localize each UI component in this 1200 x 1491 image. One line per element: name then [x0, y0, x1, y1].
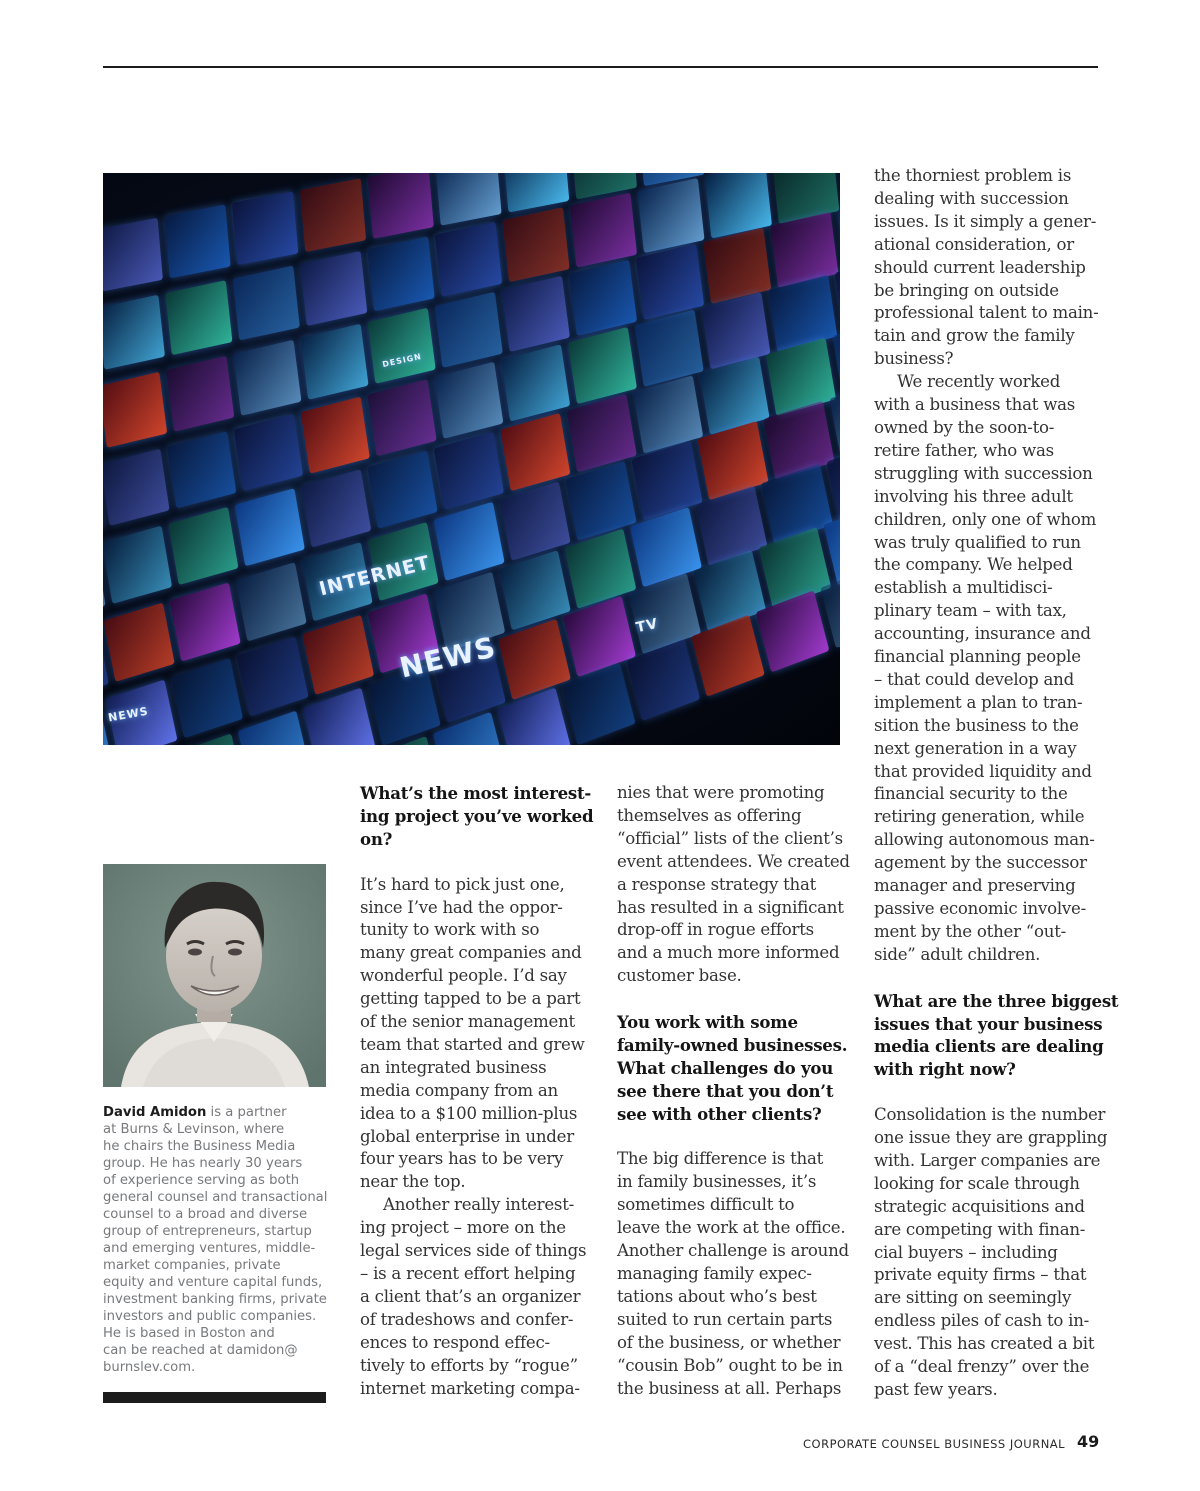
text-line: a client that’s an organizer: [360, 1286, 581, 1306]
hero-word-tv: TV: [634, 615, 660, 637]
text-line: and a much more informed: [617, 943, 840, 963]
text-line: sometimes difficult to: [617, 1195, 795, 1215]
media-tile: [303, 688, 376, 745]
bio-line: equity and venture capital funds,: [103, 1275, 323, 1290]
media-tile: [503, 173, 569, 213]
media-tile: [171, 658, 243, 738]
answer-paragraph: [617, 1148, 847, 1400]
bio-line: at Burns & Levinson, where: [103, 1122, 285, 1137]
text-line: of tradeshows and confer-: [360, 1309, 574, 1329]
answer-paragraph: [617, 782, 850, 988]
article-column-2: [617, 782, 850, 1400]
text-line: cial buyers – including: [874, 1242, 1058, 1262]
media-tile: [368, 173, 434, 239]
text-line: has resulted in a significant: [617, 897, 844, 917]
media-tile: [170, 582, 241, 661]
text-line: ing project – more on the: [360, 1218, 566, 1238]
media-tile: [300, 251, 367, 326]
media-tile: [165, 280, 232, 355]
top-rule: [103, 66, 1098, 68]
question-heading: [874, 990, 1119, 1082]
text-line: involving his three adult: [874, 486, 1073, 506]
media-tile: [300, 178, 366, 252]
media-tile: [434, 432, 504, 510]
media-tile: [568, 327, 637, 404]
bio-line: counsel to a broad and diverse: [103, 1207, 308, 1222]
bio-line: of experience serving as both: [103, 1173, 300, 1188]
text-line: next generation in a way: [874, 738, 1077, 758]
bio-email-line[interactable]: burnslev.com.: [103, 1360, 196, 1375]
text-line: tain and grow the family: [874, 326, 1075, 346]
text-line: The big difference is that: [617, 1149, 824, 1169]
text-line: getting tapped to be a part: [360, 989, 581, 1009]
text-line: of the senior management: [360, 1012, 575, 1032]
media-tile: [164, 204, 230, 278]
text-line: dealing with succession: [874, 188, 1069, 208]
text-line: Consolidation is the number: [874, 1105, 1106, 1125]
media-tile: [570, 193, 637, 268]
text-line: should current leadership: [874, 257, 1086, 277]
text-line: passive economic involve-: [874, 899, 1086, 918]
text-line: children, only one of whom: [874, 509, 1097, 529]
text-line: We recently worked: [897, 372, 1061, 392]
question-line: ing project you’ve worked: [360, 805, 594, 826]
media-tile: [637, 178, 704, 253]
text-line: themselves as offering: [617, 805, 802, 825]
bio-line: group. He has nearly 30 years: [103, 1156, 303, 1171]
text-line: retiring generation, while: [874, 807, 1085, 827]
text-line: – is a recent effort helping: [360, 1264, 576, 1284]
question-line: see with other clients?: [617, 1103, 822, 1124]
media-tile: [501, 344, 570, 421]
text-line: that provided liquidity and: [874, 761, 1092, 781]
media-tile: [367, 379, 436, 456]
text-line: legal services side of things: [360, 1241, 587, 1261]
hero-word-news: NEWS: [396, 630, 500, 685]
bio-line: investment banking firms, private: [103, 1292, 327, 1307]
text-line: the thorniest problem is: [874, 166, 1072, 185]
bio-line: He is based in Boston and: [103, 1326, 275, 1341]
text-line: Another challenge is around: [617, 1241, 849, 1261]
text-line: since I’ve had the oppor-: [360, 897, 563, 917]
text-line: nies that were promoting: [617, 783, 825, 802]
text-line: managing family expec-: [617, 1264, 812, 1283]
text-line: of a “deal frenzy” over the: [874, 1357, 1090, 1377]
text-line: team that started and grew: [360, 1034, 585, 1054]
text-line: looking for scale through: [874, 1173, 1080, 1193]
author-name: David Amidon: [103, 1105, 207, 1120]
media-tile: [435, 173, 501, 226]
media-tile: [233, 340, 301, 416]
media-tile: [232, 191, 298, 265]
media-tile: [502, 276, 570, 352]
text-line: “cousin Bob” ought to be in: [617, 1355, 843, 1375]
text-line: side” adult children.: [874, 944, 1041, 964]
media-tile: [301, 396, 370, 473]
text-line: idea to a $100 million-plus: [360, 1103, 578, 1123]
media-tile: [367, 450, 437, 528]
media-tile: [103, 295, 165, 370]
bio-email-line[interactable]: can be reached at damidon@: [103, 1343, 298, 1358]
question-line: What are the three biggest: [874, 990, 1119, 1011]
paragraph-gap: [360, 851, 590, 874]
text-line: of the business, or whether: [617, 1332, 841, 1352]
media-tile: [167, 431, 236, 508]
media-tile: [302, 615, 374, 695]
text-line: ences to respond effec-: [360, 1332, 550, 1352]
media-tile: [300, 324, 368, 400]
text-line: professional talent to main-: [874, 303, 1099, 323]
media-tile: [435, 292, 503, 368]
text-line: near the top.: [360, 1172, 466, 1192]
article-column-1: [360, 782, 594, 1400]
text-line: agement by the successor: [874, 853, 1087, 873]
article-column-3: [874, 165, 1119, 1402]
author-bio: [103, 1104, 331, 1376]
text-line: the company. We helped: [874, 555, 1073, 575]
text-line: are competing with finan-: [874, 1219, 1086, 1239]
text-line: strategic acquisitions and: [874, 1196, 1085, 1216]
question-line: media clients are dealing: [874, 1036, 1104, 1057]
text-line: implement a plan to tran-: [874, 692, 1083, 712]
text-line: customer base.: [617, 966, 742, 986]
media-tile: [433, 502, 504, 581]
text-line: manager and preserving: [874, 876, 1076, 896]
text-line: “official” lists of the client’s: [617, 828, 843, 848]
text-line: allowing autonomous man-: [874, 830, 1095, 850]
media-tile: [500, 413, 570, 491]
text-line: media company from an: [360, 1080, 558, 1100]
text-line: financial planning people: [874, 647, 1081, 667]
media-tile: [103, 372, 167, 448]
question-line: on?: [360, 828, 393, 849]
media-tile: [103, 218, 163, 292]
media-tile: [502, 207, 569, 282]
answer-paragraph: [360, 874, 590, 1195]
question-line: What challenges do you: [617, 1057, 834, 1078]
bio-bottom-bar: [103, 1392, 326, 1403]
text-line: are sitting on seemingly: [874, 1288, 1072, 1308]
text-line: owned by the soon-to-: [874, 417, 1055, 437]
media-tile: [168, 507, 238, 585]
bio-line: group of entrepreneurs, startup: [103, 1224, 312, 1239]
text-line: leave the work at the office.: [617, 1218, 846, 1238]
answer-paragraph: [874, 371, 1104, 967]
bio-line: and emerging ventures, middle-: [103, 1241, 316, 1256]
media-tile: [166, 356, 234, 432]
page-number: 49: [1077, 1432, 1100, 1451]
question-heading: [360, 782, 594, 851]
text-line: endless piles of cash to in-: [874, 1311, 1090, 1331]
text-line: drop-off in rogue efforts: [617, 920, 814, 940]
text-line: establish a multidisci-: [874, 578, 1053, 598]
bio-line: general counsel and transactional: [103, 1190, 328, 1205]
text-line: many great companies and: [360, 943, 582, 963]
bio-line: is a partner: [206, 1105, 287, 1120]
text-line: global enterprise in under: [360, 1126, 574, 1146]
question-line: issues that your business: [874, 1013, 1103, 1034]
text-line: the business at all. Perhaps: [617, 1378, 842, 1398]
text-line: retire father, who was: [874, 440, 1054, 460]
question-line: You work with some: [617, 1012, 798, 1033]
media-tile: [103, 449, 170, 526]
media-tile: [237, 636, 309, 716]
media-tile: [104, 603, 175, 682]
question-line: What’s the most interest-: [360, 783, 592, 803]
hero-media-wall-image: [103, 173, 840, 745]
text-line: tations about who’s best: [617, 1286, 817, 1306]
text-line: event attendees. We created: [617, 851, 850, 871]
media-tile: [236, 562, 307, 641]
question-line: family-owned businesses.: [617, 1034, 848, 1055]
text-line: a response strategy that: [617, 874, 817, 894]
text-line: one issue they are grappling: [874, 1128, 1108, 1148]
text-line: four years has to be very: [360, 1149, 564, 1169]
paragraph-gap: [874, 1081, 1104, 1104]
media-tile: [301, 469, 371, 547]
media-tile: [434, 362, 503, 439]
text-line: plinary team – with tax,: [874, 601, 1067, 621]
text-line: accounting, insurance and: [874, 624, 1091, 644]
text-line: an integrated business: [360, 1057, 547, 1077]
text-line: suited to run certain parts: [617, 1309, 833, 1329]
question-line: with right now?: [874, 1059, 1016, 1080]
question-heading: [617, 1011, 847, 1126]
text-line: tively to efforts by “rogue”: [360, 1355, 578, 1375]
media-tile: [435, 222, 502, 297]
text-line: wonderful people. I’d say: [360, 966, 567, 986]
answer-paragraph: [360, 1194, 590, 1400]
text-line: was truly qualified to run: [874, 532, 1081, 552]
text-line: internet marketing compa-: [360, 1378, 580, 1398]
hero-word-news-bubble: NEWS: [107, 704, 150, 725]
paragraph-gap: [874, 967, 1104, 990]
hero-word-design: DESIGN: [381, 351, 423, 370]
paragraph-gap: [617, 1126, 847, 1149]
media-tile: [367, 308, 435, 384]
text-line: ment by the other “out-: [874, 921, 1066, 941]
media-tile: [234, 414, 303, 491]
text-line: sition the business to the: [874, 715, 1079, 735]
bio-line: market companies, private: [103, 1258, 281, 1273]
bio-line: he chairs the Business Media: [103, 1139, 296, 1154]
question-line: see there that you don’t: [617, 1080, 834, 1101]
text-line: in family businesses, it’s: [617, 1172, 817, 1192]
text-line: It’s hard to pick just one,: [360, 874, 565, 894]
text-line: Another really interest-: [383, 1195, 574, 1215]
text-line: with. Larger companies are: [874, 1150, 1101, 1170]
text-line: ational consideration, or: [874, 234, 1074, 254]
text-line: with a business that was: [874, 395, 1076, 415]
author-portrait: [103, 864, 326, 1087]
text-line: financial security to the: [874, 784, 1068, 804]
text-line: struggling with succession: [874, 463, 1093, 483]
person-photo-icon: [103, 864, 326, 1087]
journal-name: CORPORATE COUNSEL BUSINESS JOURNAL: [803, 1437, 1066, 1451]
media-tile: [569, 260, 637, 336]
text-line: past few years.: [874, 1380, 998, 1399]
text-line: business?: [874, 349, 954, 369]
media-tile: [103, 526, 172, 604]
media-tile: [367, 236, 434, 311]
text-line: private equity firms – that: [874, 1265, 1087, 1285]
text-line: – that could develop and: [874, 669, 1074, 689]
text-line: be bringing on outside: [874, 280, 1059, 300]
media-tile: [233, 265, 300, 340]
text-line: vest. This has created a bit: [874, 1334, 1095, 1354]
media-tile: [235, 488, 305, 566]
answer-paragraph: [874, 165, 1104, 371]
text-line: tunity to work with so: [360, 920, 540, 940]
hero-word-internet: INTERNET: [317, 551, 433, 601]
bio-line: investors and public companies.: [103, 1309, 317, 1324]
paragraph-gap: [617, 988, 847, 1011]
text-line: issues. Is it simply a gener-: [874, 211, 1097, 231]
answer-paragraph: [874, 1104, 1108, 1402]
